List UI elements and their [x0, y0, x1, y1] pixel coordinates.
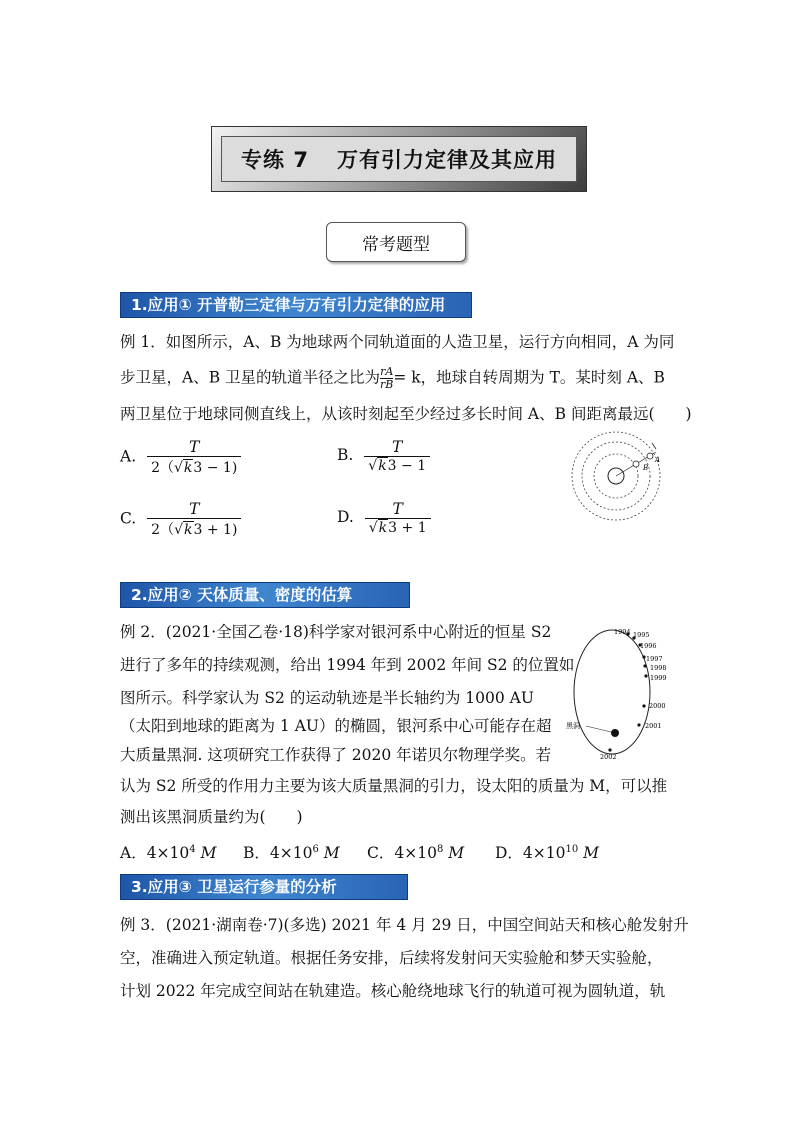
q1-label-a: A — [655, 456, 661, 464]
q3-line-2: 空，准确进入预定轨道。根据任务安排，后续将发射问天实验舱和梦天实验舱， — [120, 949, 663, 967]
q3-line-1: 例 3．(2021·湖南卷·7)(多选) 2021 年 4 月 29 日，中国空间站天和核心舱发射升 — [120, 916, 689, 934]
q2-line-4: （太阳到地球的距离为 1 AU）的椭圆，银河系中心可能存在超 — [120, 717, 552, 735]
q1-label-b: B — [643, 464, 649, 472]
svg-text:1998: 1998 — [650, 664, 667, 672]
section-heading-1: 1.应用① 开普勒三定律与万有引力定律的应用 — [120, 292, 472, 318]
q3-line-3: 计划 2022 年完成空间站在轨建造。核心舱绕地球飞行的轨道可视为圆轨道，轨 — [120, 982, 666, 1000]
q2-option-a: A．$4\times 10^4$ M — [120, 843, 217, 862]
subtitle-box: 常考题型 — [326, 222, 466, 262]
q1-orbit-figure — [570, 430, 670, 530]
section-heading-3: 3.应用③ 卫星运行参量的分析 — [120, 874, 408, 900]
title-plaque-inner — [221, 136, 577, 182]
q1-option-c: C. $\frac{T}{2(√k3 + 1)}$ — [120, 500, 241, 539]
svg-text:1997: 1997 — [646, 655, 663, 663]
title-plaque — [211, 126, 587, 192]
q1-ratio-num: rA — [380, 365, 394, 378]
svg-text:2001: 2001 — [645, 722, 662, 730]
q2-line-5: 大质量黑洞. 这项研究工作获得了 2020 年诺贝尔物理学奖。若 — [120, 746, 552, 764]
title-prefix: 专练 7 — [241, 148, 309, 172]
svg-text:1996: 1996 — [640, 642, 657, 650]
q2-line-7: 测出该黑洞质量约为( ) — [120, 808, 303, 826]
q2-option-d: D．$4\times 10^{10}$ M — [495, 843, 600, 862]
q2-line-1: 例 2．(2021·全国乙卷·18)科学家对银河系中心附近的恒星 S2 — [120, 623, 552, 641]
q1-ratio-den: rB — [380, 378, 394, 391]
svg-text:1995: 1995 — [633, 631, 650, 639]
q1-line-2a: 步卫星，A、B 卫星的轨道半径之比为 — [120, 368, 381, 387]
q1-radius-ratio — [380, 366, 393, 391]
svg-text:2002: 2002 — [600, 753, 617, 761]
q2-line-2: 进行了多年的持续观测，给出 1994 年到 2002 年间 S2 的位置如 — [120, 656, 575, 674]
q1-option-b: B. $\frac{T}{√k3 - 1}$ — [337, 438, 430, 474]
q2-s2-orbit-figure — [560, 622, 685, 762]
q1-option-d: D. $\frac{T}{√k3 + 1}$ — [337, 500, 431, 536]
svg-text:2000: 2000 — [649, 702, 666, 710]
svg-text:1999: 1999 — [650, 674, 667, 682]
section-heading-2: 2.应用② 天体质量、密度的估算 — [120, 582, 410, 608]
svg-text:1994: 1994 — [614, 628, 631, 636]
q1-line-2 — [120, 366, 665, 391]
q1-line-2b: = k，地球自转周期为 T。某时刻 A、B — [393, 368, 665, 387]
q1-option-a: A. $\frac{T}{2(√k3 - 1)}$ — [120, 438, 241, 477]
q1-line-1: 例 1．如图所示，A、B 为地球两个同轨道面的人造卫星，运行方向相同，A 为同 — [120, 333, 675, 351]
title-main: 万有引力定律及其应用 — [336, 148, 557, 172]
q1-line-3: 两卫星位于地球同侧直线上，从该时刻起至少经过多长时间 A、B 间距离最远( ) — [120, 405, 692, 423]
q2-line-6: 认为 S2 所受的作用力主要为该大质量黑洞的引力，设太阳的质量为 M，可以推 — [120, 777, 668, 795]
q2-blackhole-label: 黑洞 — [566, 722, 580, 730]
q2-line-3: 图所示。科学家认为 S2 的运动轨迹是半长轴约为 1000 AU — [120, 689, 534, 707]
q2-option-b: B．$4\times 10^6$ M — [243, 843, 340, 862]
q2-option-c: C．$4\times 10^8$ M — [367, 843, 465, 862]
